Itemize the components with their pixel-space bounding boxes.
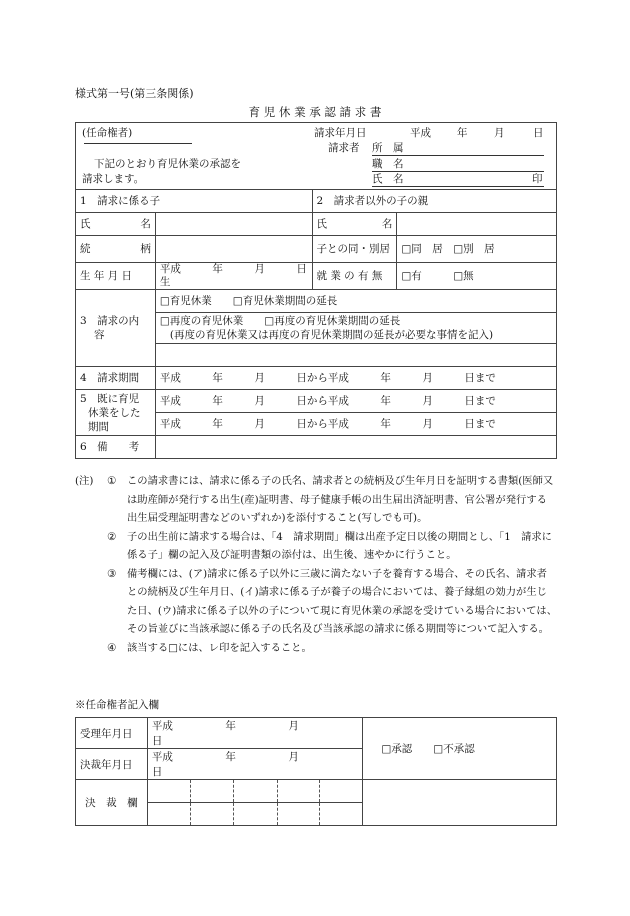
name-label: 氏 名: [372, 173, 404, 185]
form-title: 育 児 休 業 承 認 請 求 書: [248, 105, 382, 119]
decision-seal-1[interactable]: [147, 803, 190, 826]
decided-date-field[interactable]: 平成 年 月 日: [147, 749, 363, 780]
section6-label: 6 備 考: [76, 436, 156, 459]
child-dob-label: 生 年 月 日: [76, 263, 156, 290]
seal-mark: 印: [532, 173, 543, 185]
child-relation-field[interactable]: [155, 236, 312, 263]
note-3-text: 備考欄には、(ア)請求に係る子以外に三歳に満たない子を養育する場合、その氏名、請求者との続柄及び生年月日、(イ)請求に係る子が養子の場合においては、養子縁組の効力が生じた日、(ウ)請求に係る子以外の子について現に育児休業の承認を受けている場合においては、その旨並びに当該承認に係る子の氏名及び当該承認の請求に係る期間等について記入する。: [127, 567, 557, 635]
authority-section-title: ※任命権者記入欄: [75, 699, 159, 711]
note-2-num: ②: [107, 530, 117, 543]
request-date-day: 日: [533, 127, 544, 139]
decision-seal-2[interactable]: [190, 803, 233, 826]
section5-label-c: 期間: [88, 420, 109, 433]
section5-period-2[interactable]: 平成 年 月 日から平成 年 月 日まで: [155, 413, 556, 436]
authority-table: [75, 717, 557, 826]
note-4-num: ④: [107, 641, 117, 654]
request-text-2: 請求します。: [82, 173, 145, 185]
section3-label-b: 容: [94, 329, 105, 341]
request-date-era: 平成: [410, 127, 431, 139]
cohab-label: 子との同・別居: [312, 236, 397, 263]
section3-reason-field[interactable]: [155, 344, 556, 367]
request-form-table: [75, 122, 557, 459]
decision-cell-4[interactable]: [277, 780, 320, 803]
section5-label: [76, 390, 156, 436]
note-4: [75, 639, 557, 658]
request-date-label: 請求年月日: [314, 127, 367, 139]
section3-option-2-note: (再度の育児休業又は再度の育児休業期間の延長が必要な事情を記入): [169, 329, 494, 341]
section3-option-2[interactable]: [155, 313, 556, 344]
notes: [75, 472, 557, 657]
decision-seal-5[interactable]: [320, 803, 363, 826]
decision-remarks[interactable]: [363, 780, 557, 826]
cohab-options[interactable]: □同 居 □別 居: [397, 236, 557, 263]
note-3-num: ③: [107, 567, 117, 580]
decision-cell-5[interactable]: [320, 780, 363, 803]
received-date-label: 受理年月日: [76, 718, 148, 749]
request-date-year: 年: [457, 127, 468, 139]
decision-cell-3[interactable]: [233, 780, 277, 803]
section4-label: 4 請求期間: [76, 367, 156, 390]
employment-label: 就 業 の 有 無: [312, 263, 397, 290]
note-4-text: 該当する□には、レ印を記入すること。: [127, 641, 312, 654]
decision-cell-1[interactable]: [147, 780, 190, 803]
decision-cell-2[interactable]: [190, 780, 233, 803]
section5-label-a: 5 既に育児: [80, 392, 140, 405]
parent-name-field[interactable]: [397, 213, 557, 236]
affiliation-field[interactable]: [372, 142, 544, 156]
decision-label: 決 裁 欄: [76, 780, 148, 826]
decision-seal-4[interactable]: [277, 803, 320, 826]
form-number: 様式第一号(第三条関係): [75, 87, 194, 100]
child-name-field[interactable]: [155, 213, 312, 236]
received-date-field[interactable]: 平成 年 月 日: [147, 718, 363, 749]
section3-label-a: 3 請求の内: [80, 315, 140, 327]
request-text-1: 下記のとおり育児休業の承認を: [94, 158, 241, 170]
note-3: [75, 565, 557, 639]
note-1-num: ①: [107, 475, 117, 487]
section3-option-2-label: □再度の育児休業 □再度の育児休業期間の延長: [159, 315, 401, 327]
decided-date-label: 決裁年月日: [76, 749, 148, 780]
child-name-label: 氏 名: [76, 213, 156, 236]
section5-label-b: 休業をした: [88, 406, 141, 419]
position-field[interactable]: [372, 158, 544, 172]
note-2-text: 子の出生前に請求する場合は、「4 請求期間」欄は出産予定日以後の期間とし、「1 請求に係る子」欄の記入及び証明書類の添付は、出生後、速やかに行うこと。: [127, 530, 552, 561]
approval-options[interactable]: □承認 □不承認: [363, 718, 557, 780]
name-field[interactable]: [372, 173, 544, 187]
authority-label: (任命権者): [82, 127, 133, 139]
child-dob-field[interactable]: 平成 年 月 日生: [155, 263, 312, 290]
child-relation-label: 続 柄: [76, 236, 156, 263]
note-2: [75, 528, 557, 565]
request-date-month: 月: [494, 127, 505, 139]
notes-prefix: (注): [75, 475, 94, 487]
section1-title: 1 請求に係る子: [76, 190, 313, 213]
decision-seal-3[interactable]: [233, 803, 277, 826]
section6-remarks-field[interactable]: [155, 436, 556, 459]
section3-label: [76, 290, 156, 367]
affiliation-label: 所 属: [372, 142, 404, 154]
section3-option-1[interactable]: □育児休業 □育児休業期間の延長: [155, 290, 556, 313]
section2-title: 2 請求者以外の子の親: [312, 190, 557, 213]
section5-period-1[interactable]: 平成 年 月 日から平成 年 月 日まで: [155, 390, 556, 413]
note-1-text: この請求書には、請求に係る子の氏名、請求者との続柄及び生年月日を証明する書類(医師又は助産師が発行する出生(産)証明書、母子健康手帳の出生届出済証明書、官公署が発行する出生届受理証明書などのいずれか)を添付すること(写しでも可)。: [127, 475, 554, 524]
requester-label: 請求者: [328, 142, 360, 154]
employment-options[interactable]: □有 □無: [397, 263, 557, 290]
authority-line: [84, 143, 192, 144]
note-1: [75, 472, 557, 528]
section4-period[interactable]: 平成 年 月 日から平成 年 月 日まで: [155, 367, 556, 390]
position-label: 職 名: [372, 158, 404, 170]
parent-name-label: 氏 名: [312, 213, 397, 236]
